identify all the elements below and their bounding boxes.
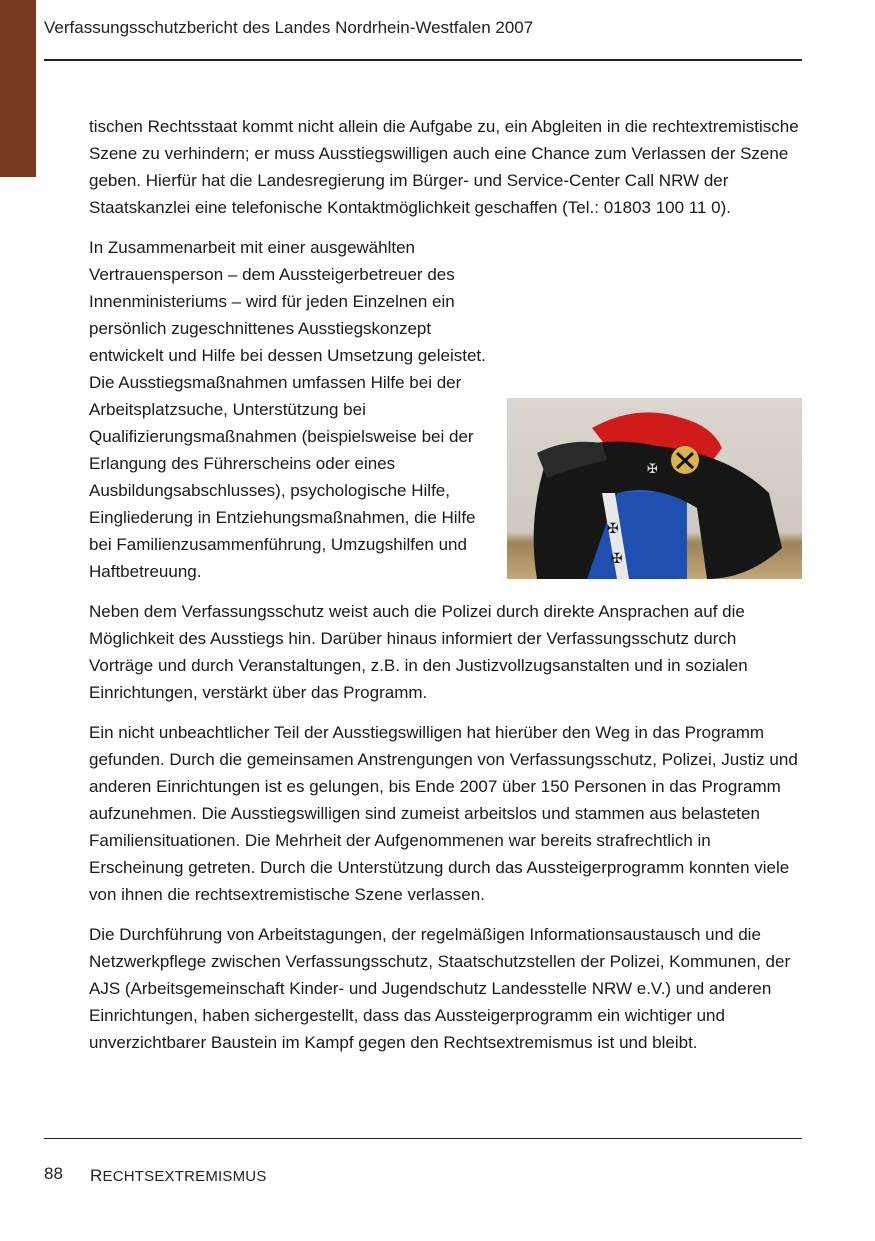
section-name-initial: R: [90, 1166, 103, 1185]
paragraph-2-text: In Zusammenarbeit mit einer ausgewählten Vertrauensperson – dem Aussteigerbetreuer des Innenministeriums – wird für jeden Einzelnen ein persönlich zugeschnittenes Ausstiegskonzept entwickelt und Hilfe bei dessen Umsetzung geleistet. Die Ausstiegsmaßnahmen umfassen Hilfe bei der Arbeitsplatzsuche, Unterstützung bei Qualifizierungsmaßnahmen (beispielsweise bei der Erlangung des Führerscheins oder eines Ausbildungsabschlusses), psychologische Hilfe, Eingliederung in Entziehungsmaßnahmen, die Hilfe bei Familienzusammenführung, Umzugshilfen und Haftbetreuung.: [89, 238, 486, 581]
svg-text:✠: ✠: [647, 462, 658, 477]
running-header: Verfassungsschutzbericht des Landes Nordrhein-Westfalen 2007: [44, 18, 534, 37]
paragraph-1: tischen Rechtsstaat kommt nicht allein die Aufgabe zu, ein Abgleiten in die rechtextremistische Szene zu verhindern; er muss Ausstiegswilligen auch eine Chance zum Verlassen der Szene geben. Hierfür hat die Landesregierung im Bürger- und Service-Center Call NRW der Staatskanzlei eine telefonische Kontaktmöglichkeit geschaffen (Tel.: 01803 100 11 0).: [89, 117, 799, 217]
paragraph-3: Neben dem Verfassungsschutz weist auch die Polizei durch direkte Ansprachen auf die Möglichkeit des Ausstiegs hin. Darüber hinaus informiert der Verfassungsschutz durch Vorträge und durch Veranstaltungen, z.B. in den Justizvollzugsanstalten und in sozialen Einrichtungen, verstärkt über das Programm.: [89, 602, 748, 702]
section-name: [90, 1166, 267, 1186]
svg-text:✠: ✠: [607, 521, 619, 537]
photo-still-life: [507, 398, 802, 579]
section-name-rest: ECHTSEXTREMISMUS: [102, 1168, 267, 1185]
page-number: 88: [44, 1164, 63, 1183]
paragraph-4: Ein nicht unbeachtlicher Teil der Ausstiegswilligen hat hierüber den Weg in das Programm gefunden. Durch die gemeinsamen Anstrengungen von Verfassungsschutz, Polizei, Justiz und anderen Einrichtungen ist es gelungen, bis Ende 2007 über 150 Personen in das Programm aufzunehmen. Die Ausstiegswilligen sind zumeist arbeitslos und stammen aus belasteten Familiensituationen. Die Mehrheit der Aufgenommenen war bereits strafrechtlich in Erscheinung getreten. Durch die Unterstützung durch das Aussteigerprogramm konnten viele von ihnen die rechtsextremistische Szene verlassen.: [89, 723, 798, 904]
paragraph-5: Die Durchführung von Arbeitstagungen, der regelmäßigen Informationsaustausch und die Netzwerkpflege zwischen Verfassungsschutz, Staatschutzstellen der Polizei, Kommunen, der AJS (Arbeitsgemeinschaft Kinder- und Jugendschutz Landesstelle NRW e.V.) und anderen Einrichtungen, haben sichergestellt, dass das Aussteigerprogramm ein wichtiger und unverzichtbarer Baustein im Kampf gegen den Rechtsextremismus ist und bleibt.: [89, 925, 791, 1052]
header-rule: [44, 59, 802, 61]
chapter-color-tab: [0, 0, 36, 177]
footer-rule: [44, 1138, 802, 1139]
illustration-photo: [507, 398, 802, 579]
svg-text:✠: ✠: [611, 551, 623, 567]
body-text: [89, 113, 805, 1069]
